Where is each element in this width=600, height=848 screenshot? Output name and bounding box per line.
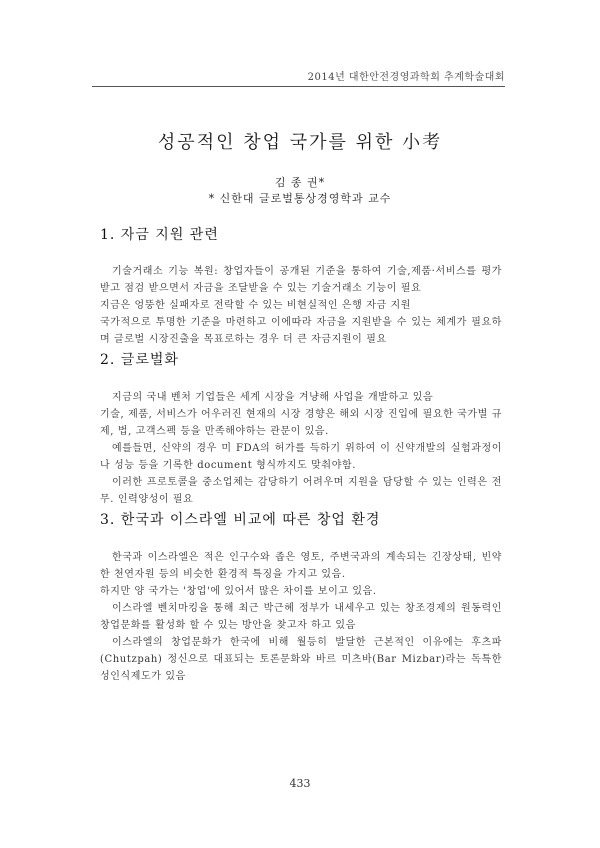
running-header: 2014년 대한안전경영과학회 추계학술대회 [307,72,505,83]
section-globalization [100,349,502,508]
paper-title: 성공적인 창업 국가를 위한 小考 [157,132,443,153]
section-heading: 2. 글로벌화 [100,352,179,368]
page-number: 433 [289,777,311,790]
paragraph: 국가적으로 투명한 기준을 마련하고 이에따라 자금을 지원받을 수 있는 체계가 필요하며 글로벌 시장진출을 목표로하는 경우 더 큰 자금지원이 필요 [100,317,502,345]
author-name: 김 종 권* [274,176,326,189]
paragraph: 예를들면, 신약의 경우 미 FDA의 허가를 득하기 위하여 이 신약개발의 실험과정이나 성능 등을 기록한 document 형식까지도 맞춰야함. [100,443,502,471]
paragraph: 한국과 이스라엘은 적은 인구수와 좁은 영토, 주변국과의 계속되는 긴장상태, 빈약한 천연자원 등의 비슷한 환경적 특징을 가지고 있음. [100,552,502,580]
paragraph: 기술, 제품, 서비스가 어우러진 현재의 시장 경향은 해외 시장 진입에 필요한 국가별 규제, 법, 고객스펙 등을 만족해야하는 관문이 있음. [100,409,502,437]
author-affiliation: * 신한대 글로벌통상경영학과 교수 [208,192,392,205]
paragraph: 이스라엘 벤치마킹을 통해 최근 박근혜 정부가 내세우고 있는 창조경제의 원동력인 창업문화를 활성화 할 수 있는 방안을 찾고자 하고 있음 [100,603,502,631]
section-funding [100,224,502,348]
section-heading: 1. 자금 지원 관련 [100,227,219,243]
section-korea-israel [100,509,502,685]
paragraph: 이스라엘의 창업문화가 한국에 비해 월등히 발달한 근본적인 이유에는 후츠파(Chutzpah) 정신으로 대표되는 토론문화와 바르 미츠바(Bar Mizbar)라는 독특한 성인식제도가 있음 [100,637,502,682]
paragraph: 하지만 양 국가는 '창업'에 있어서 많은 차이를 보이고 있음. [100,586,377,597]
paragraph: 기술거래소 기능 복원: 창업자들이 공개된 기준을 통하여 기술,제품·서비스를 평가받고 점검 받으면서 자금을 조달받을 수 있는 기술거래소 기능이 필요 [100,266,502,294]
paragraph: 지금의 국내 벤처 기업들은 세계 시장을 겨냥해 사업을 개발하고 있음 [112,392,434,403]
section-heading: 3. 한국과 이스라엘 비교에 따른 창업 환경 [100,512,381,528]
paragraph: 이러한 프로토콜을 중소업체는 감당하기 어려우며 지원을 담당할 수 있는 인력은 전무. 인력양성이 필요 [100,477,502,505]
header-rule [92,86,505,87]
paragraph: 지금은 엉뚱한 실패자로 전락할 수 있는 비현실적인 은행 자금 지원 [100,300,412,311]
